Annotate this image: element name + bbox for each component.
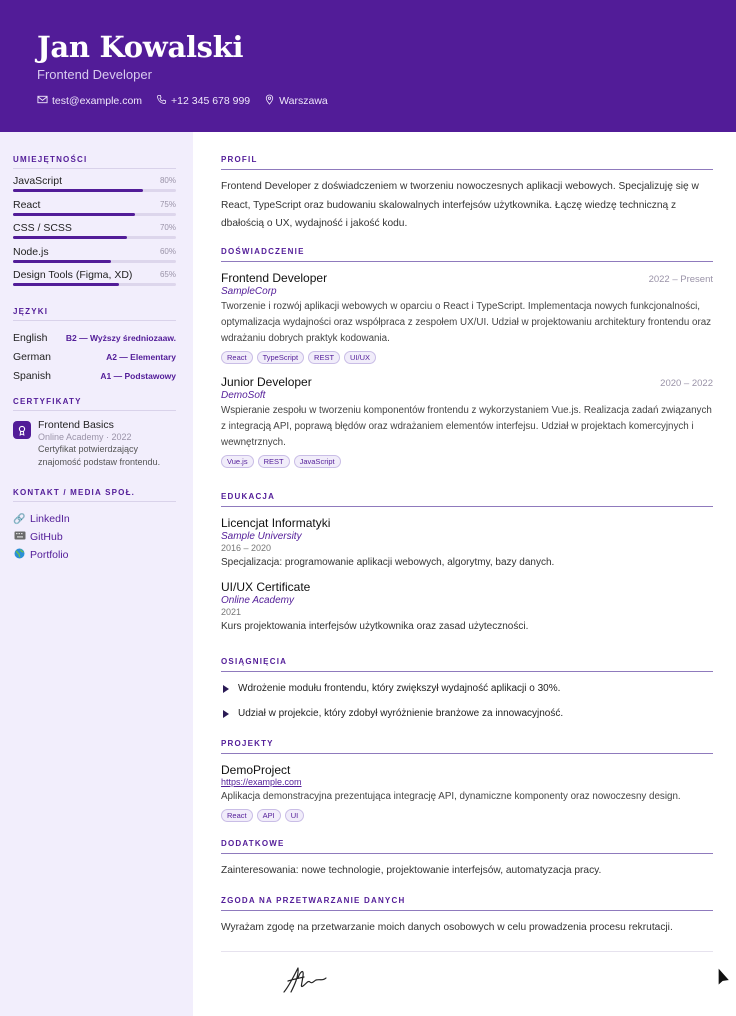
job-description: Tworzenie i rozwój aplikacji webowych w oparciu o React i TypeScript. Implementacja nowych funkcjonalności, optymalizacja wydajności oraz współpraca z zespołem UX/UI. Udział w projektowaniu architektury frontendu oraz wdrażaniu dobrych praktyk kodowania. <box>221 301 712 344</box>
skill-item <box>13 264 176 288</box>
language-level: A2 — Elementary <box>106 351 176 362</box>
certificate-item <box>13 419 176 469</box>
profile-section <box>221 155 713 234</box>
location-contact <box>264 94 328 108</box>
education-school: Sample University <box>221 531 302 542</box>
link-icon: 🔗 <box>13 513 26 525</box>
job-company: SampleCorp <box>221 286 277 297</box>
skills-title: UMIEJĘTNOŚCI <box>13 155 176 169</box>
profile-title: PROFIL <box>221 155 713 170</box>
project-link[interactable]: https://example.com <box>221 777 302 787</box>
location-pin-icon <box>264 94 275 108</box>
skill-name: React <box>13 198 41 211</box>
skill-name: Design Tools (Figma, XD) <box>13 269 133 281</box>
language-item <box>13 347 176 366</box>
consent-section <box>221 896 713 938</box>
portfolio-label: Portfolio <box>30 549 69 561</box>
certificate-description: Certyfikat potwierdzający znajomość podstaw frontendu. <box>38 444 161 467</box>
skill-bar-fill <box>13 189 143 192</box>
candidate-name: Jan Kowalski <box>37 30 244 64</box>
certificates-section <box>13 397 176 469</box>
project-title: DemoProject <box>221 763 291 777</box>
tag: Vue.js <box>221 455 254 468</box>
contact-row <box>37 94 328 108</box>
education-date: 2021 <box>221 607 242 617</box>
language-name: Spanish <box>13 369 51 382</box>
job-company: DemoSoft <box>221 390 266 401</box>
contact-links-title: KONTAKT / MEDIA SPOŁ. <box>13 488 176 502</box>
tag: TypeScript <box>257 351 304 364</box>
education-item <box>221 580 713 632</box>
education-school: Online Academy <box>221 595 294 606</box>
education-degree: UI/UX Certificate <box>221 580 311 594</box>
job-item <box>221 375 713 468</box>
certificate-title: Frontend Basics <box>38 419 114 431</box>
skill-item <box>13 241 176 265</box>
experience-section <box>221 247 713 468</box>
tag: API <box>257 809 281 822</box>
certificate-meta: Online Academy · 2022 <box>38 432 132 442</box>
skill-bar-fill <box>13 213 135 216</box>
signature-divider <box>221 951 713 952</box>
profile-text: Frontend Developer z doświadczeniem w tworzeniu nowoczesnych aplikacji webowych. Specjalizuję się w React, TypeScript oraz budowaniu skalowalnych interfejsów użytkownika. Łączę wiedzę techniczną z dbałością o UX, wydajność i jakość kodu. <box>221 181 699 229</box>
skill-name: CSS / SCSS <box>13 222 72 234</box>
skill-percent: 65% <box>159 270 176 279</box>
consent-title: ZGODA NA PRZETWARZANIE DANYCH <box>221 896 713 911</box>
skill-percent: 60% <box>159 246 176 256</box>
skill-bar-track <box>13 260 176 263</box>
globe-icon <box>13 548 26 562</box>
skills-list <box>13 170 176 288</box>
project-tags <box>221 809 713 822</box>
skill-bar-fill <box>13 283 119 286</box>
github-link[interactable] <box>13 528 176 546</box>
education-section <box>221 492 713 632</box>
job-tags <box>221 351 713 364</box>
mail-icon <box>37 94 48 108</box>
keyboard-icon <box>13 531 26 543</box>
bullet-triangle-icon <box>223 710 229 718</box>
github-label: GitHub <box>30 531 63 543</box>
contact-links-section <box>13 488 176 564</box>
linkedin-label: LinkedIn <box>30 513 70 525</box>
job-description: Wspieranie zespołu w tworzeniu komponentów frontendu z wykorzystaniem Vue.js. Realizacja zadań związanych z integracją API, poprawą błędów oraz wdrażaniem elementów interfejsu. Udział w projektach komercyjnych i wewnętrznych. <box>221 405 712 448</box>
achievement-text: Wdrożenie modułu frontendu, który zwiększył wydajność aplikacji o 30%. <box>238 683 561 694</box>
job-title: Frontend Developer <box>221 271 328 285</box>
additional-section <box>221 839 713 881</box>
portfolio-link[interactable] <box>13 546 176 564</box>
education-degree: Licencjat Informatyki <box>221 516 331 530</box>
languages-section <box>13 307 176 385</box>
certificate-badge-icon <box>13 421 31 439</box>
education-description: Kurs projektowania interfejsów użytkownika oraz zasad użyteczności. <box>221 621 529 632</box>
language-name: English <box>13 331 48 344</box>
certificates-title: CERTYFIKATY <box>13 397 176 411</box>
achievement-item <box>221 676 713 701</box>
skill-bar-track <box>13 189 176 192</box>
experience-title: DOŚWIADCZENIE <box>221 247 713 262</box>
tag: React <box>221 809 253 822</box>
education-item <box>221 516 713 568</box>
education-title: EDUKACJA <box>221 492 713 507</box>
skill-percent: 75% <box>159 199 176 209</box>
consent-text: Wyrażam zgodę na przetwarzanie moich danych osobowych w celu prowadzenia procesu rekrutacji. <box>221 922 673 933</box>
tag: UI/UX <box>344 351 376 364</box>
job-item <box>221 271 713 364</box>
job-title: Junior Developer <box>221 375 312 389</box>
skill-bar-fill <box>13 236 127 239</box>
bullet-triangle-icon <box>223 685 229 693</box>
skill-bar-track <box>13 236 176 239</box>
tag: UI <box>285 809 305 822</box>
achievements-section <box>221 657 713 726</box>
languages-title: JĘZYKI <box>13 307 176 321</box>
project-item <box>221 763 713 822</box>
location-text: Warszawa <box>279 95 328 107</box>
phone-icon <box>156 94 167 108</box>
additional-title: DODATKOWE <box>221 839 713 854</box>
linkedin-link[interactable] <box>13 510 176 528</box>
job-date: 2020 – 2022 <box>660 378 713 389</box>
languages-list <box>13 328 176 385</box>
projects-section <box>221 739 713 822</box>
education-description: Specjalizacja: programowanie aplikacji webowych, algorytmy, bazy danych. <box>221 557 555 568</box>
job-tags <box>221 455 713 468</box>
language-item <box>13 366 176 385</box>
skill-item <box>13 217 176 241</box>
language-item <box>13 328 176 347</box>
skill-bar-track <box>13 213 176 216</box>
candidate-role: Frontend Developer <box>37 67 152 82</box>
skills-section <box>13 155 176 288</box>
skill-item <box>13 170 176 194</box>
job-date: 2022 – Present <box>648 274 713 285</box>
achievement-item <box>221 701 713 726</box>
resume-header <box>0 0 736 132</box>
skill-bar-fill <box>13 260 111 263</box>
additional-text: Zainteresowania: nowe technologie, projektowanie interfejsów, automatyzacja pracy. <box>221 865 602 876</box>
language-level: A1 — Podstawowy <box>100 370 176 381</box>
projects-title: PROJEKTY <box>221 739 713 754</box>
education-date: 2016 – 2020 <box>221 543 272 553</box>
achievements-title: OSIĄGNIĘCIA <box>221 657 713 672</box>
phone-contact[interactable] <box>156 94 250 108</box>
email-contact[interactable] <box>37 94 142 108</box>
language-level: B2 — Wyższy średniozaaw. <box>65 332 176 343</box>
skill-name: Node.js <box>13 245 49 258</box>
tag: REST <box>258 455 290 468</box>
tag: JavaScript <box>294 455 341 468</box>
email-text: test@example.com <box>52 95 143 107</box>
skill-bar-track <box>13 283 176 286</box>
phone-text: +12 345 678 999 <box>171 95 251 107</box>
skill-percent: 70% <box>159 223 176 232</box>
tag: REST <box>308 351 340 364</box>
skill-percent: 80% <box>159 176 176 185</box>
achievement-text: Udział w projekcie, który zdobył wyróżnienie branżowe za innowacyjność. <box>238 708 564 719</box>
signature <box>280 962 330 996</box>
skill-name: JavaScript <box>13 175 63 187</box>
mouse-cursor-icon <box>716 966 732 990</box>
language-name: German <box>13 350 51 363</box>
tag: React <box>221 351 253 364</box>
skill-item <box>13 194 176 218</box>
project-description: Aplikacja demonstracyjna prezentująca integrację API, dynamiczne komponenty oraz nowoczesny design. <box>221 791 681 802</box>
